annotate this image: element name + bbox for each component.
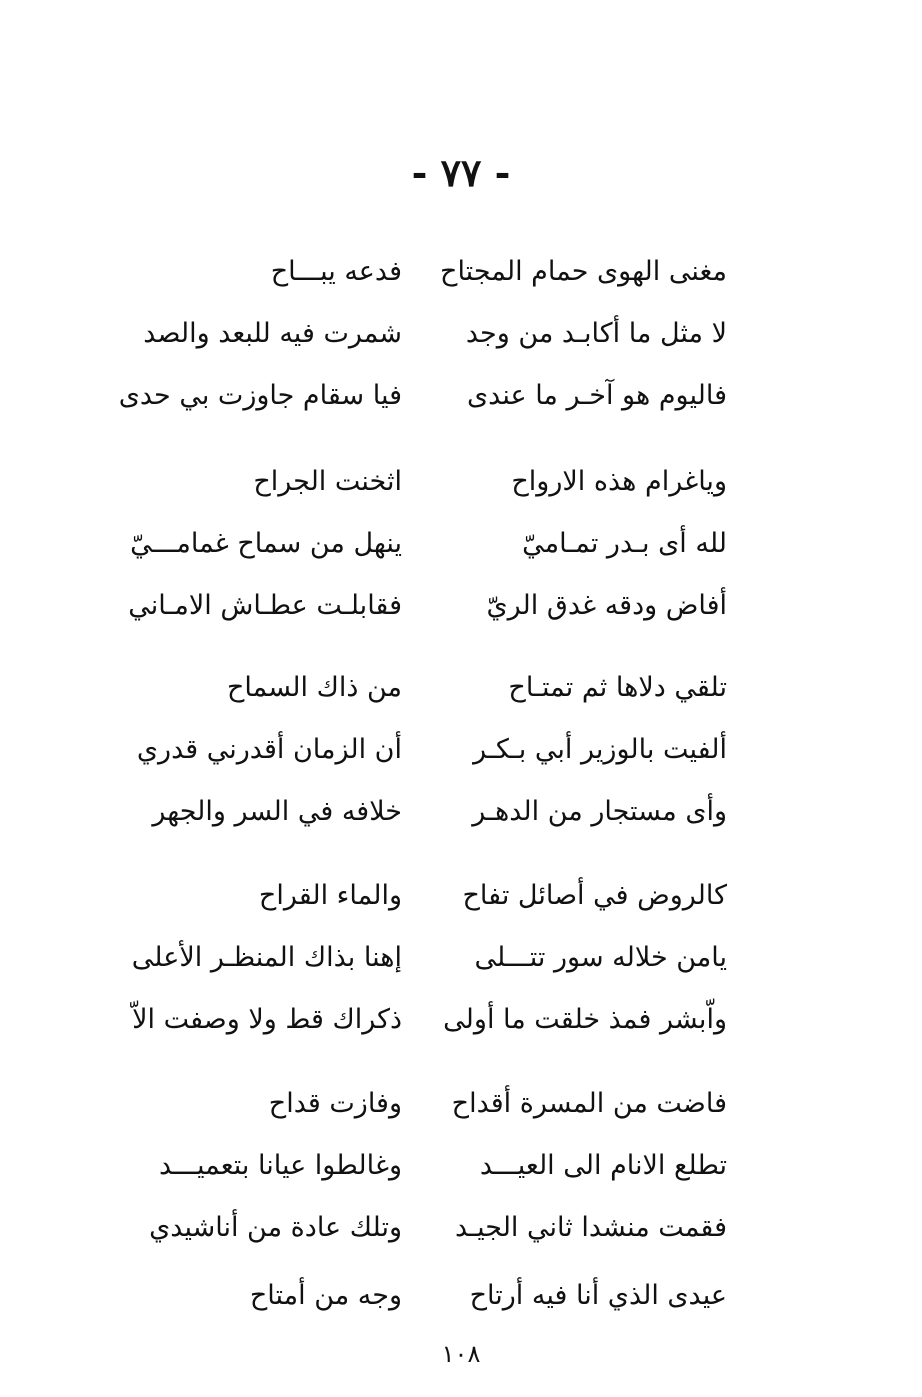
verse-second-hemistich: وغالطوا عيانا بتعميـــد <box>159 1150 402 1181</box>
verse-second-hemistich: فدعه يبـــاح <box>270 256 402 287</box>
verse-second-hemistich: ينهل من سماح غمامـــيّ <box>130 528 402 559</box>
verse-first-hemistich: لله أى بـدر تمـاميّ <box>522 528 727 559</box>
verse-first-hemistich: فقمت منشدا ثاني الجيـد <box>455 1212 727 1243</box>
verse-second-hemistich: أن الزمان أقدرني قدري <box>136 734 402 765</box>
verse-first-hemistich: تطلع الانام الى العيـــد <box>479 1150 727 1181</box>
verse-first-hemistich: مغنى الهوى حمام المجتاح <box>440 256 727 287</box>
verse-second-hemistich: إهنا بذاك المنظـر الأعلى <box>131 942 402 973</box>
verse-second-hemistich: فيا سقام جاوزت بي حدى <box>118 380 402 411</box>
verse-second-hemistich: وفازت قداح <box>268 1088 402 1119</box>
verse-first-hemistich: تلقي دلاها ثم تمتـاح <box>508 672 727 703</box>
verse-first-hemistich: لا مثل ما أكابـد من وجد <box>465 318 727 349</box>
verse-first-hemistich: أفاض ودقه غدق الريّ <box>486 590 727 621</box>
verse-first-hemistich: ألفيت بالوزير أبي بـكـر <box>473 734 727 765</box>
verse-second-hemistich: فقابلـت عطـاش الامـاني <box>128 590 402 621</box>
page-header-number: - ٧٧ - <box>411 150 511 195</box>
verse-first-hemistich: عيدى الذي أنا فيه أرتاح <box>469 1280 727 1311</box>
verse-first-hemistich: وياغرام هذه الارواح <box>511 466 727 497</box>
verse-first-hemistich: فاضت من المسرة أقداح <box>451 1088 727 1119</box>
verse-second-hemistich: وجه من أمتاح <box>249 1280 402 1311</box>
verse-first-hemistich: وأى مستجار من الدهـر <box>472 796 727 827</box>
verse-second-hemistich: والماء القراح <box>258 880 402 911</box>
verse-second-hemistich: ذكراك قط ولا وصفت الاّ <box>132 1004 402 1035</box>
verse-second-hemistich: من ذاك السماح <box>226 672 402 703</box>
verse-first-hemistich: واّبشر فمذ خلقت ما أولى <box>443 1004 727 1035</box>
verse-second-hemistich: شمرت فيه للبعد والصد <box>143 318 402 349</box>
verse-first-hemistich: يامن خلاله سور تتـــلى <box>474 942 727 973</box>
verse-second-hemistich: خلافه في السر والجهر <box>152 796 402 827</box>
verse-second-hemistich: وتلك عادة من أناشيدي <box>149 1212 402 1243</box>
verse-second-hemistich: اثخنت الجراح <box>253 466 402 497</box>
verse-first-hemistich: كالروض في أصائل تفاح <box>462 880 727 911</box>
page-footer-number: ١٠٨ <box>441 1340 481 1368</box>
verse-first-hemistich: فاليوم هو آخـر ما عندى <box>467 380 727 411</box>
